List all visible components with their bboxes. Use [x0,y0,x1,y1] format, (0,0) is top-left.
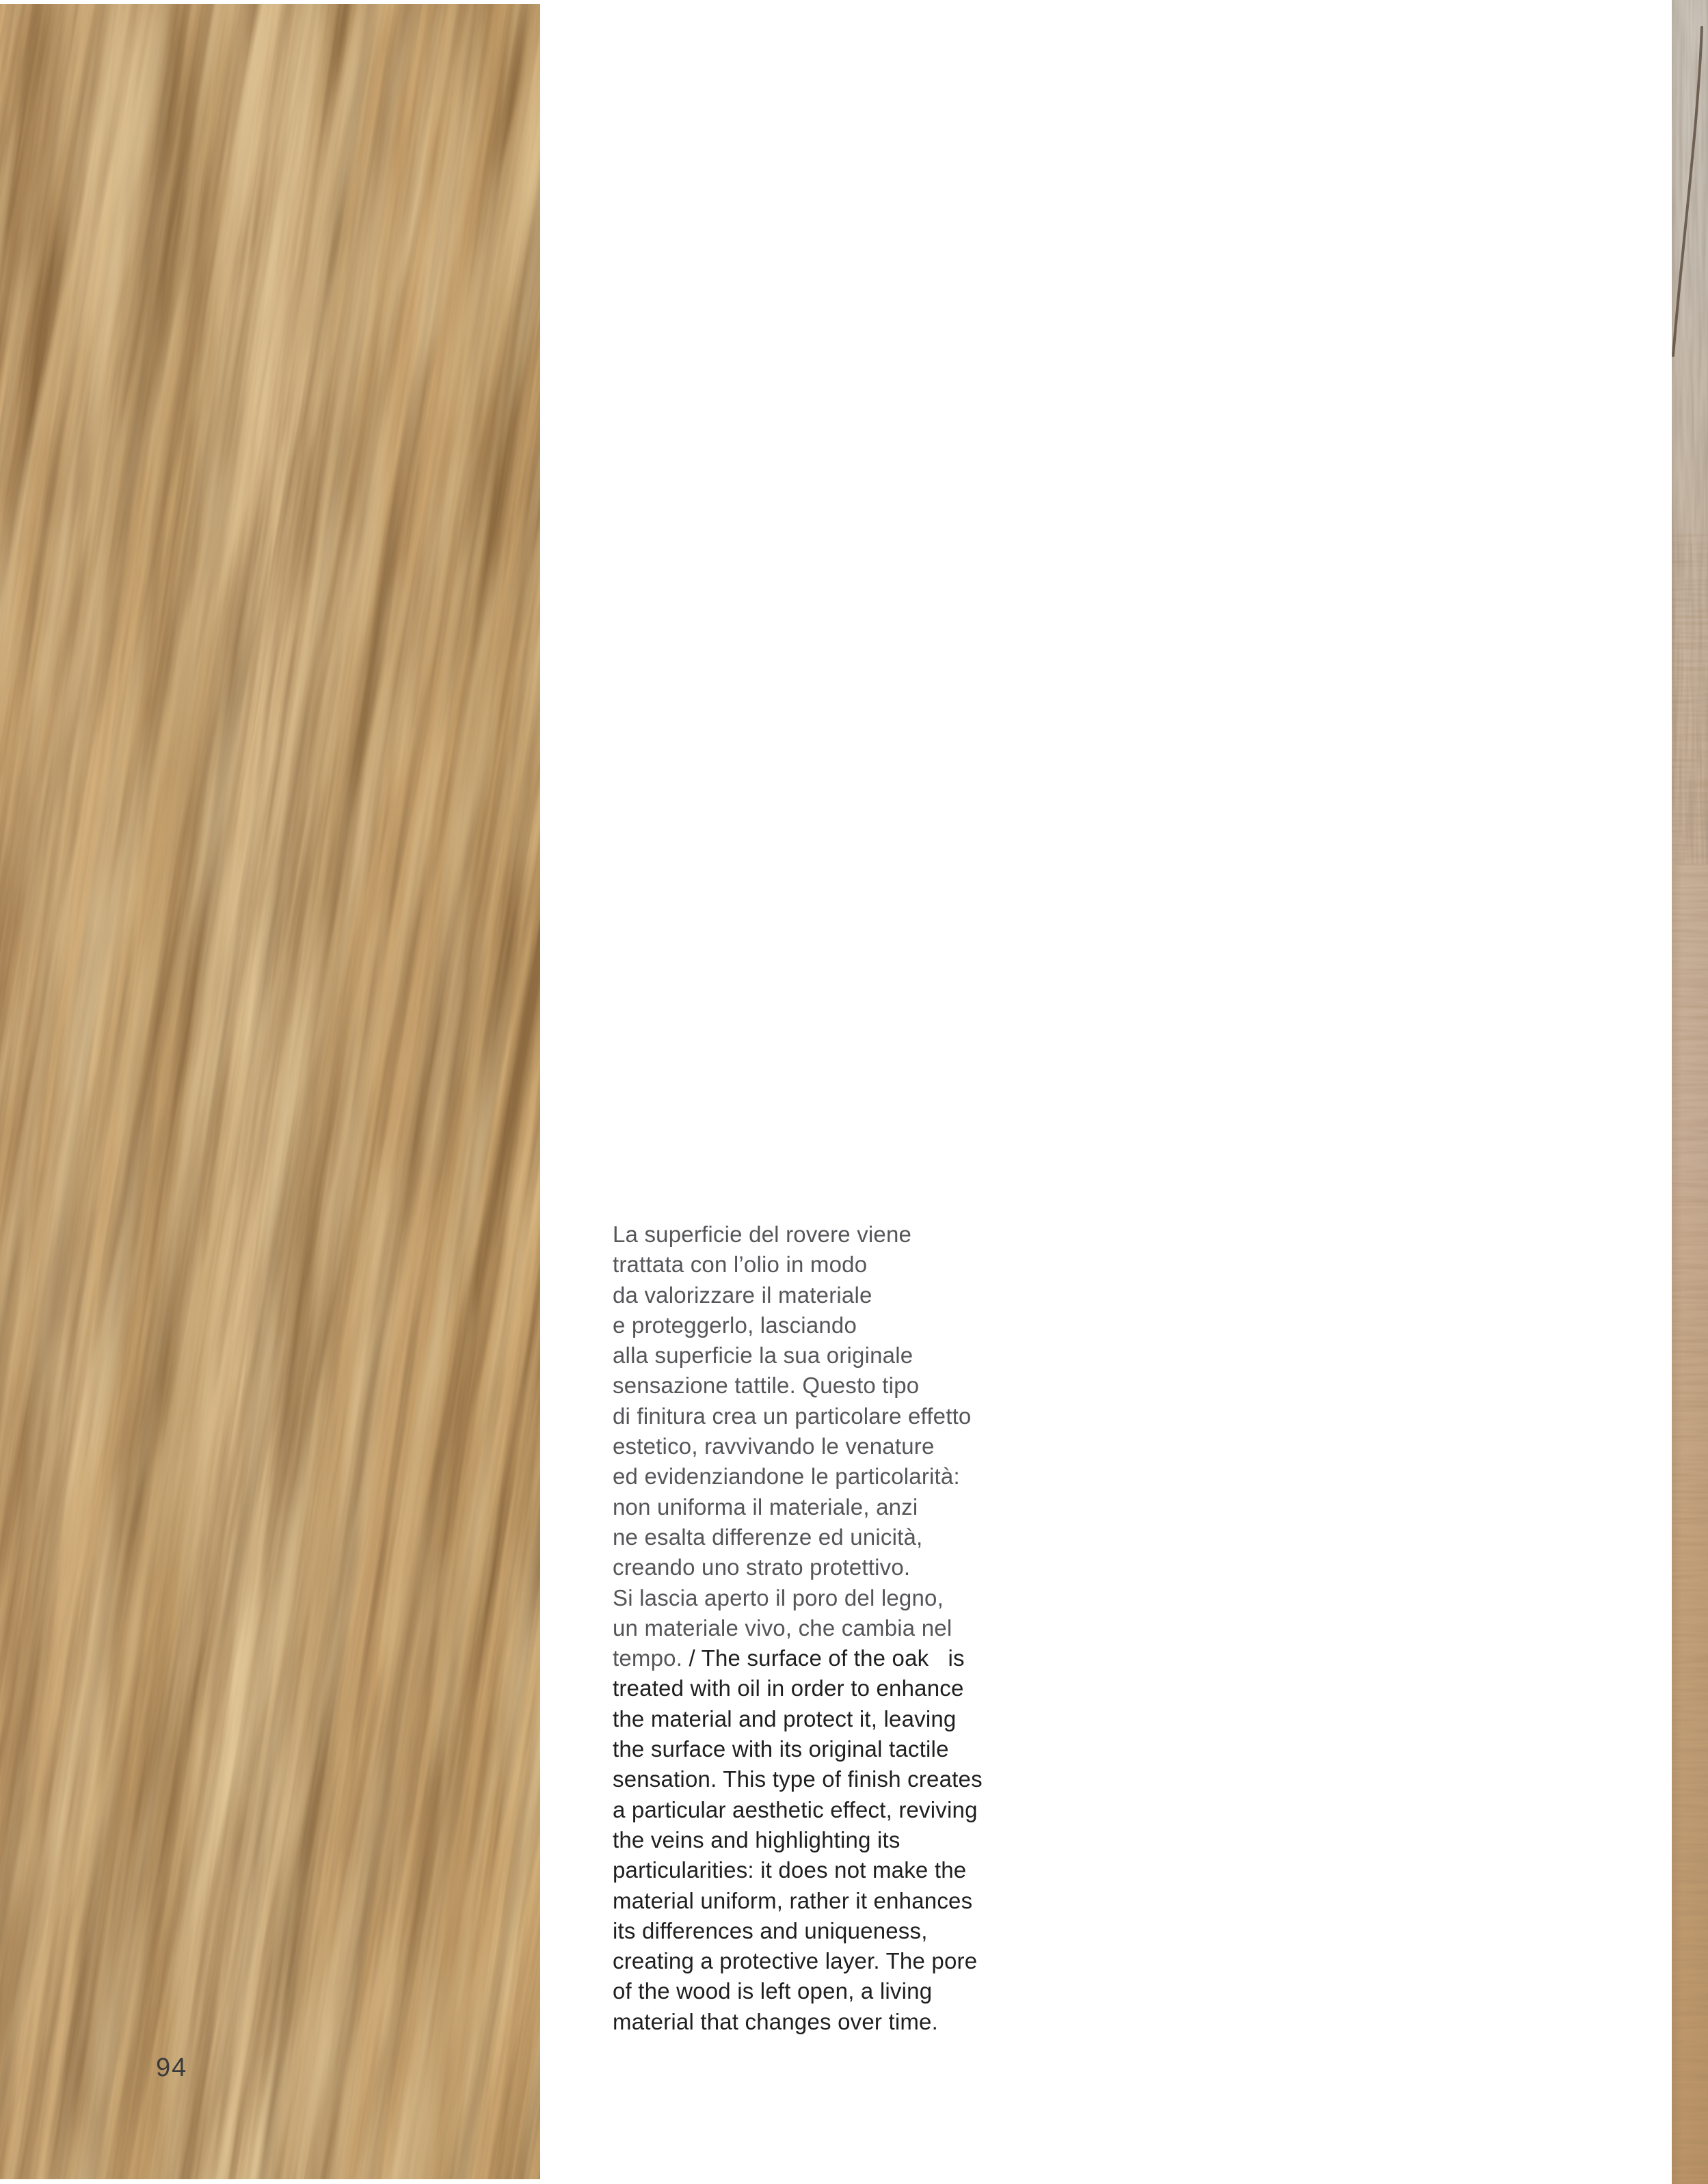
text-line [613,1552,1064,1582]
adjacent-page-edge-strip [1672,0,1708,2184]
text-line [613,1976,1064,2006]
english-text-segment: creating a protective layer. The pore [613,1948,978,1974]
english-text-segment: of the wood is left open, a living [613,1978,933,2004]
page-number: 94 [156,2053,188,2082]
english-text-segment: the veins and highlighting its [613,1826,900,1852]
oak-swatch-photo [0,4,540,2179]
italian-text-segment: La superficie del rovere viene [613,1222,912,1247]
english-text-segment: sensation. This type of finish creates [613,1766,983,1792]
text-line [613,1250,1064,1280]
italian-text-segment: non uniforma il materiale, anzi [613,1494,918,1520]
text-line [613,1431,1064,1461]
text-line [613,1825,1064,1855]
english-text-segment: material that changes over time. [613,2008,938,2034]
english-text-segment: its differences and uniqueness, [613,1917,928,1943]
english-text-segment: material uniform, rather it enhances [613,1887,973,1913]
text-line [613,1704,1064,1734]
text-line [613,1340,1064,1371]
text-line [613,1583,1064,1613]
text-line [613,1280,1064,1310]
text-line [613,1916,1064,1946]
text-line [613,1310,1064,1340]
text-line [613,1946,1064,1976]
english-text-segment: the surface with its original tactile [613,1736,949,1762]
english-text-segment: treated with oil in order to enhance [613,1675,964,1701]
italian-text-segment: tempo. [613,1645,689,1671]
italian-text-segment: e proteggerlo, lasciando [613,1312,857,1338]
english-text-segment: a particular aesthetic effect, reviving [613,1796,978,1822]
text-line [613,1219,1064,1250]
page-edge-texture-svg [1672,0,1708,2184]
english-text-segment: particularities: it does not make the [613,1857,967,1883]
oak-wood-texture-svg [0,4,540,2179]
description-text-block [613,1219,1064,2037]
text-line [613,1401,1064,1431]
text-line [613,1643,1064,1673]
italian-text-segment: da valorizzare il materiale [613,1282,872,1308]
text-line [613,1492,1064,1522]
text-line [613,2007,1064,2037]
text-line [613,1371,1064,1401]
text-line [613,1886,1064,1916]
english-text-segment: the material and protect it, leaving [613,1706,957,1731]
italian-text-segment: di finitura crea un particolare effetto [613,1403,972,1429]
text-line [613,1764,1064,1794]
english-text-segment: / The surface of the oak is [689,1645,965,1671]
text-line [613,1673,1064,1703]
italian-text-segment: alla superficie la sua originale [613,1343,913,1369]
italian-text-segment: estetico, ravvivando le venature [613,1433,935,1459]
italian-text-segment: ne esalta differenze ed unicità, [613,1524,923,1550]
text-line [613,1795,1064,1825]
text-line [613,1461,1064,1492]
text-line [613,1855,1064,1885]
italian-text-segment: ed evidenziandone le particolarità: [613,1464,960,1489]
italian-text-segment: trattata con l’olio in modo [613,1252,868,1278]
text-line [613,1734,1064,1764]
italian-text-segment: sensazione tattile. Questo tipo [613,1373,920,1399]
italian-text-segment: Si lascia aperto il poro del legno, [613,1585,944,1610]
text-line [613,1522,1064,1552]
italian-text-segment: un materiale vivo, che cambia nel [613,1615,952,1641]
italian-text-segment: creando uno strato protettivo. [613,1554,911,1580]
text-line [613,1613,1064,1643]
